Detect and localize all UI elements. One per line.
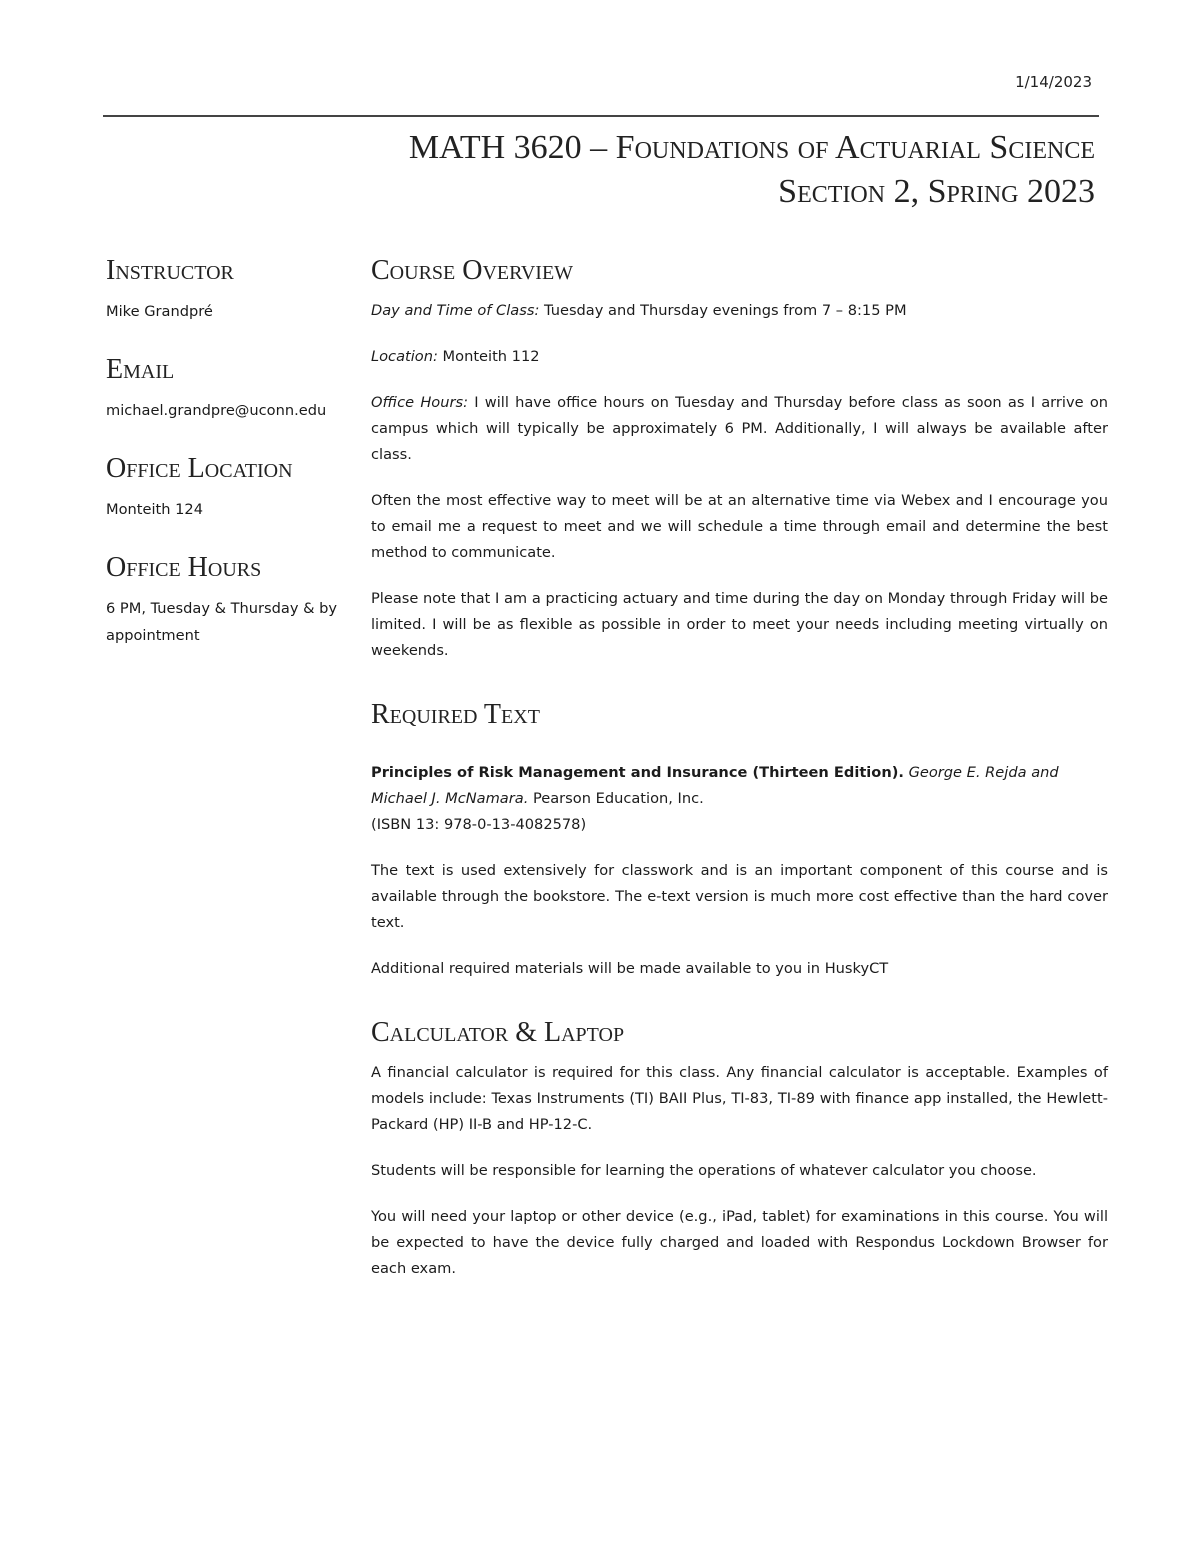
email-heading: Email xyxy=(106,354,175,385)
office-hours-text: I will have office hours on Tuesday and Thursday before class as soon as I arrive on campus which will typically be approximately 6 PM. Additionally, I will always be available after class. xyxy=(371,394,1109,463)
textbook-citation xyxy=(371,760,1108,838)
calculator-section xyxy=(371,1016,1108,1282)
laptop-paragraph: You will need your laptop or other device (e.g., iPad, tablet) for examinations in this course. You will be expected to have the device fully charged and loaded with Respondus Lockdown Browser for each exam. xyxy=(371,1208,1108,1277)
page-date: 1/14/2023 xyxy=(1015,73,1092,91)
course-overview-section xyxy=(371,254,1108,664)
office-hours-value: 6 PM, Tuesday & Thursday & by appointment xyxy=(106,600,338,644)
practicing-actuary-paragraph: Please note that I am a practicing actuary and time during the day on Monday through Friday will be limited. I will be as flexible as possible in order to meet your needs including meeting virtually on weekends. xyxy=(371,590,1108,659)
textbook-isbn: (ISBN 13: 978-0-13-4082578) xyxy=(371,816,587,833)
day-time-value: Tuesday and Thursday evenings from 7 – 8:15 PM xyxy=(539,302,907,319)
page-title xyxy=(409,126,1095,214)
office-location-heading: Office Location xyxy=(106,453,293,484)
webex-paragraph: Often the most effective way to meet will be at an alternative time via Webex and I encourage you to email me a request to meet and we will schedule a time through email and determine the best method to communicate. xyxy=(371,492,1108,561)
calculator-heading: Calculator & Laptop xyxy=(371,1017,625,1048)
calculator-paragraph: A financial calculator is required for this class. Any financial calculator is acceptable. Examples of models include: Texas Instruments (TI) BAII Plus, TI-83, TI-89 with finance app installed, the Hewlett-Packard (HP) II-B and HP-12-C. xyxy=(371,1064,1108,1133)
office-hours-label: Office Hours: xyxy=(371,394,468,411)
required-text-heading: Required Text xyxy=(371,699,540,730)
textbook-publisher: Pearson Education, Inc. xyxy=(528,790,704,807)
textbook-line xyxy=(371,760,1108,812)
instructor-heading: Instructor xyxy=(106,255,234,286)
title-section: Section 2, Spring 2023 xyxy=(778,173,1095,210)
office-hours-heading: Office Hours xyxy=(106,552,262,583)
sidebar xyxy=(106,254,356,677)
main-content xyxy=(371,254,1108,1316)
required-text-section xyxy=(371,698,1108,982)
textbook-authors: George E. Rejda and Michael J. McNamara. xyxy=(371,764,1059,807)
email-value[interactable]: michael.grandpre@uconn.edu xyxy=(106,402,327,419)
office-location-value: Monteith 124 xyxy=(106,501,203,518)
course-overview-heading: Course Overview xyxy=(371,255,574,286)
textbook-title: Principles of Risk Management and Insurance (Thirteen Edition). xyxy=(371,764,904,781)
header-rule xyxy=(103,115,1099,117)
location-paragraph xyxy=(371,344,1108,370)
calculator-responsibility-paragraph: Students will be responsible for learning the operations of whatever calculator you choose. xyxy=(371,1162,1037,1179)
office-hours-paragraph xyxy=(371,390,1108,468)
title-course: MATH 3620 – Foundations of Actuarial Science xyxy=(408,129,1095,166)
text-usage-paragraph: The text is used extensively for classwork and is an important component of this course and is available through the bookstore. The e-text version is much more cost effective than the hard cover text. xyxy=(371,862,1108,931)
location-value: Monteith 112 xyxy=(437,348,540,365)
instructor-name: Mike Grandpré xyxy=(106,303,213,320)
additional-materials-paragraph: Additional required materials will be made available to you in HuskyCT xyxy=(371,960,889,977)
day-time-label: Day and Time of Class: xyxy=(371,302,540,319)
location-label: Location: xyxy=(371,348,438,365)
day-time-paragraph xyxy=(371,298,1108,324)
